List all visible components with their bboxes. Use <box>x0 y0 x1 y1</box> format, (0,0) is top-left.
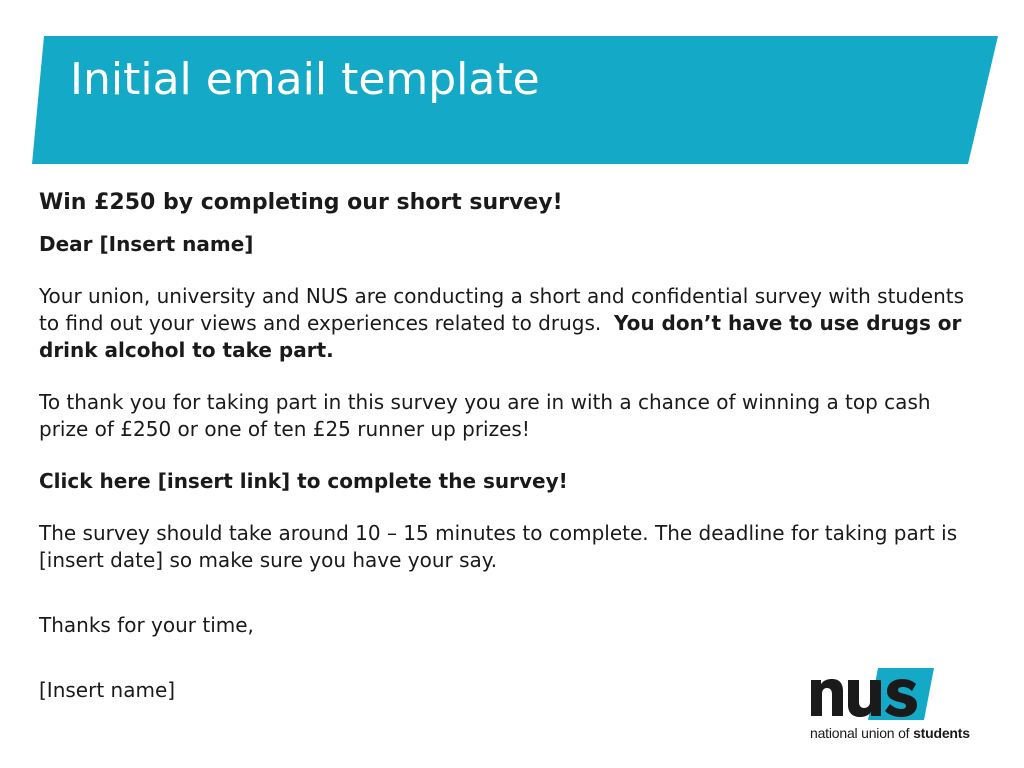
email-greeting: Dear [Insert name] <box>39 232 254 256</box>
email-headline: Win £250 by completing our short survey! <box>39 190 563 215</box>
email-signoff: Thanks for your time, <box>39 613 254 637</box>
intro-bold-text: You don’t have to use drugs or drink alcohol to take part. <box>39 311 962 362</box>
tagline-bold: students <box>913 725 970 741</box>
email-paragraph-deadline: The survey should take around 10 – 15 minutes to complete. The deadline for taking part is [insert date] so make sure you have your say. <box>39 521 958 572</box>
email-paragraph-prize: To thank you for taking part in this survey you are in with a chance of winning a top cash prize of £250 or one of ten £25 runner up prizes! <box>39 390 931 441</box>
survey-link[interactable]: Click here [insert link] to complete the survey! <box>39 469 568 493</box>
page-title: Initial email template <box>70 54 540 105</box>
intro-text: Your union, university and NUS are conducting a short and confidential survey with students to find out your views and experiences related to drugs. <box>39 284 965 335</box>
nus-logo-mark <box>808 668 938 720</box>
email-signature: [Insert name] <box>39 678 176 702</box>
email-body <box>39 188 979 704</box>
nus-logo <box>808 668 994 746</box>
email-paragraph-intro <box>39 283 979 364</box>
tagline-regular: national union of <box>810 725 910 741</box>
nus-logo-tagline <box>810 725 970 741</box>
